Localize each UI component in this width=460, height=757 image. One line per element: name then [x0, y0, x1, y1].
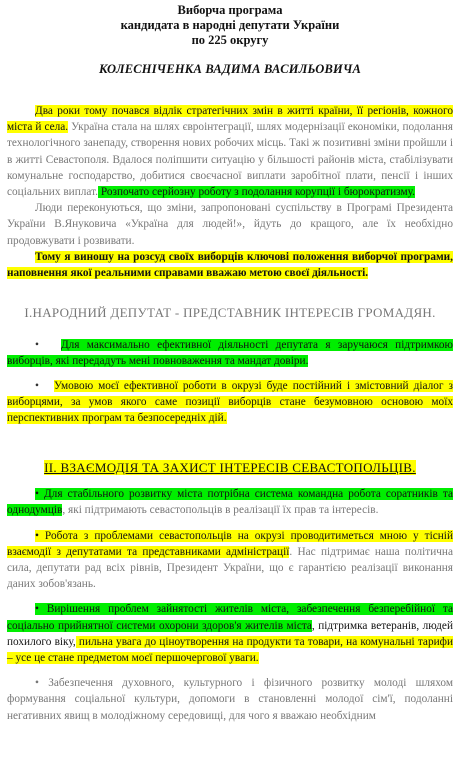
- intro-paragraph-1: [7, 103, 453, 200]
- bullet-text: . Нас підтримає наша політична сила, депутати рад всіх рівнів, Президент України, що є гарантією реалізації виконання даних зобов'язань.: [7, 545, 453, 591]
- section-2-bullet-1: [7, 486, 453, 518]
- district-line: по 225 округу: [191, 33, 269, 47]
- section-2-title-text: ІІ. ВЗАЄМОДІЯ ТА ЗАХИСТ ІНТЕРЕСІВ СЕВАСТОПОЛЬЦІВ.: [44, 460, 416, 476]
- bullet-icon: •: [35, 379, 39, 392]
- section-2-bullet-3: [7, 601, 453, 666]
- section-2-bullet-4: • Забезпечення духовного, культурного і фізичного розвитку молоді шляхом формування соціальної культури, допомоги в становленні молодої сім'ї, подоланні негативних явищ в молодіжному середовищі, для чого я вважаю необхідним: [7, 677, 453, 722]
- intro-paragraph-3: [7, 249, 453, 281]
- section-1-title: І.НАРОДНИЙ ДЕПУТАТ - ПРЕДСТАВНИК ІНТЕРЕСІВ ГРОМАДЯН.: [24, 305, 436, 321]
- section-2-bullet-2: [7, 528, 453, 593]
- highlight-yellow: • Робота з проблемами севастопольців на окрузі проводитиметься мною у тісній взаємодії з депутатами та представниками адміністрації: [7, 529, 453, 558]
- program-subtitle: кандидата в народні депутати України: [120, 18, 340, 32]
- section-1-bullet-1: [7, 337, 453, 369]
- bullet-icon: •: [35, 339, 39, 352]
- intro-text: Україна стала на шлях євроінтеграції, шлях модернізації економіки, подолання технологічного занепаду, створення нових робочих місць. Такі ж позитивні зміни пройшли і в житті Севастополя. Вдалося поліпшити ситуацію у більшості районів міста, стабілізувати комунальне господарство, добитися своєчасної виплати заробітної плати, пенсії і інших соціальних виплат.: [7, 121, 453, 199]
- highlight-yellow: пильна увага до ціноутворення на продукти та товари, на комунальні тарифи – усе це стане предметом моєї першочергової уваги.: [7, 635, 453, 665]
- section-1-bullet-2: [7, 378, 453, 427]
- highlight-green: Розпочато серйозну роботу з подолання корупції і бюрократизму.: [98, 186, 415, 199]
- highlight-green: Для максимально ефективної діяльності депутата я заручаюся підтримкою виборців, які передадуть мені повноваження та мандат довіри.: [7, 339, 453, 368]
- candidate-name: КОЛЕСНІЧЕНКА ВАДИМА ВАСИЛЬОВИЧА: [98, 62, 362, 76]
- intro-paragraph-2: Люди переконуються, що зміни, запропоновані суспільству в Програмі Президента України В.Януковича «Україна для людей!», йдуть до кращого, але їх необхідно продовжувати і розвивати.: [7, 202, 453, 247]
- highlight-green: • Для стабільного розвитку міста потрібна система командна робота соратників та однодумців: [7, 488, 453, 517]
- program-title: Виборча програма: [177, 3, 283, 17]
- bullet-text: , підтримка ветеранів, людей похилого віку,: [7, 619, 453, 648]
- highlight-green: • Вирішення проблем зайнятості жителів міста, забезпечення безперебійної та соціально прийнятної системи охорони здоров'я жителів міста: [7, 603, 453, 632]
- highlight-yellow: Тому я виношу на розсуд своїх виборців ключові положення виборчої програми, наповнення якої реальними справами вважаю метою своєї діяльності.: [7, 250, 453, 280]
- highlight-yellow: Умовою моєї ефективної роботи в окрузі буде постійний і змістовний діалог з виборцями, за умов якого саме позиції виборців стане безумовною основою моїх перспективних програм та безпосередніх дій.: [7, 379, 453, 425]
- section-2-title: [7, 460, 453, 476]
- highlight-yellow: Два роки тому почався відлік стратегічних змін в житті країни, її регіонів, кожного міста й села.: [7, 105, 453, 134]
- bullet-text: , які підтримають севастопольців в реалізації їх прав та інтересів.: [62, 504, 379, 517]
